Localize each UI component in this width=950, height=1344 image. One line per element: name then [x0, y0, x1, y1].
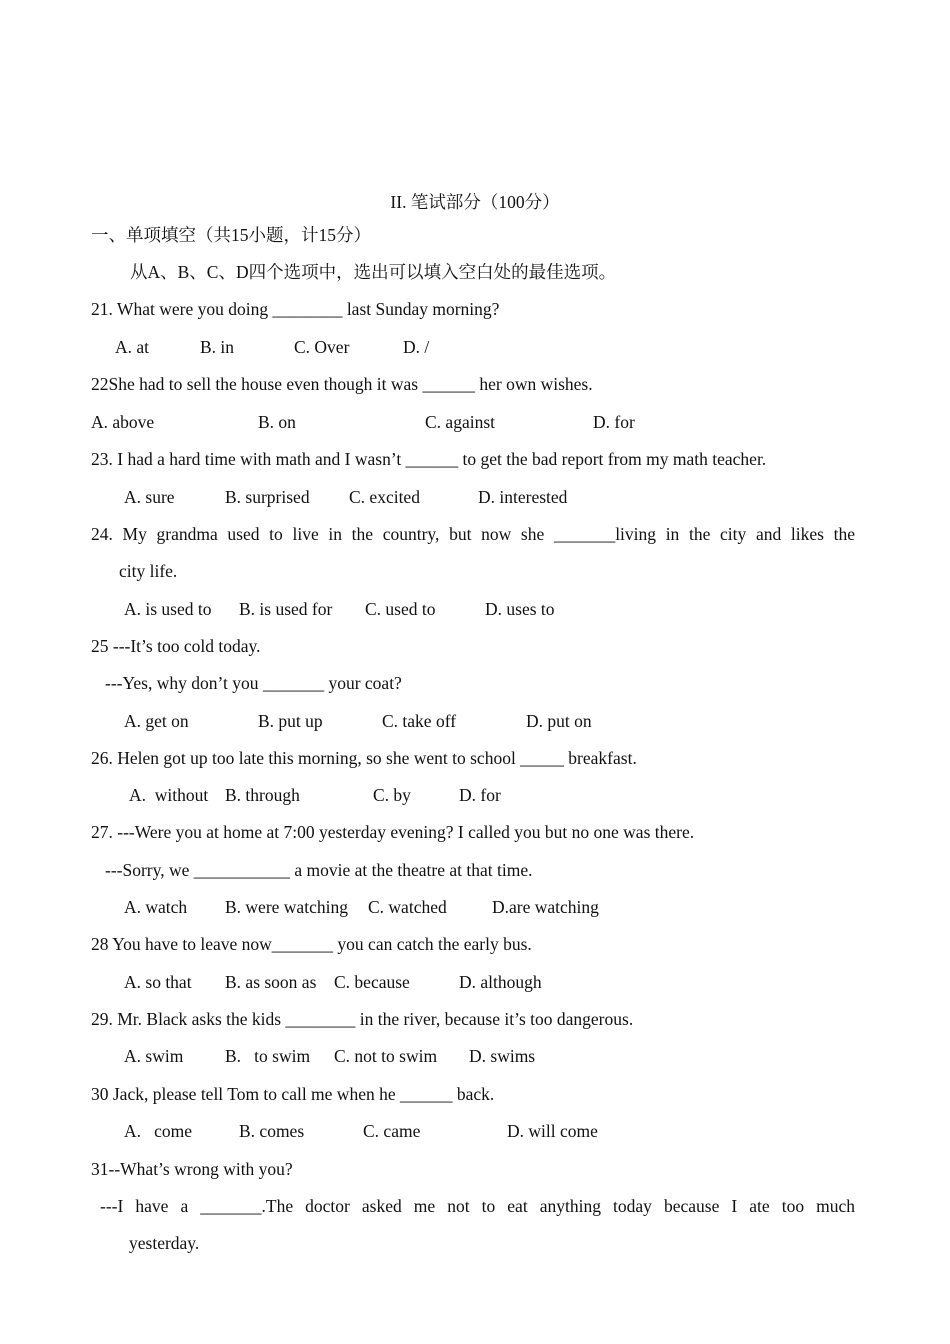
question-30-text: 30 Jack, please tell Tom to call me when he ______ back.: [91, 1084, 495, 1104]
q29-option-c: C. not to swim: [334, 1046, 438, 1066]
q27-option-c: C. watched: [368, 897, 447, 917]
q28-option-b: B. as soon as: [225, 972, 317, 992]
q29-option-a: A. swim: [124, 1046, 184, 1066]
question-26-text: 26. Helen got up too late this morning, so she went to school _____ breakfast.: [91, 748, 637, 768]
q23-option-b: B. surprised: [225, 487, 310, 507]
q22-option-a: A. above: [91, 412, 155, 432]
q29-option-d: D. swims: [469, 1046, 536, 1066]
question-31-reply-cont: yesterday.: [129, 1233, 200, 1253]
q23-option-d: D. interested: [478, 487, 568, 507]
question-23-text: 23. I had a hard time with math and I wasn’t ______ to get the bad report from my math teacher.: [91, 449, 767, 469]
q30-option-b: B. comes: [239, 1121, 305, 1141]
q26-option-c: C. by: [373, 785, 411, 805]
section-title: II. 笔试部分（100分）: [390, 192, 560, 212]
question-29-text: 29. Mr. Black asks the kids ________ in the river, because it’s too dangerous.: [91, 1009, 634, 1029]
q28-option-a: A. so that: [124, 972, 192, 992]
q22-option-d: D. for: [593, 412, 635, 432]
q26-option-d: D. for: [459, 785, 501, 805]
q21-option-b: B. in: [200, 337, 235, 357]
question-21-text: 21. What were you doing ________ last Sunday morning?: [91, 299, 500, 319]
question-28-text: 28 You have to leave now_______ you can catch the early bus.: [91, 934, 532, 954]
q23-option-c: C. excited: [349, 487, 420, 507]
q30-option-c: C. came: [363, 1121, 421, 1141]
q27-option-d: D.are watching: [492, 897, 599, 917]
q24-option-a: A. is used to: [124, 599, 212, 619]
q22-option-c: C. against: [425, 412, 495, 432]
question-27-text: 27. ---Were you at home at 7:00 yesterday evening? I called you but no one was there.: [91, 822, 695, 842]
question-31-text: 31--What’s wrong with you?: [91, 1159, 293, 1179]
q28-option-d: D. although: [459, 972, 542, 992]
question-24-text-cont: city life.: [119, 561, 178, 581]
question-22-text: 22She had to sell the house even though it was ______ her own wishes.: [91, 374, 593, 394]
q24-option-d: D. uses to: [485, 599, 555, 619]
q30-option-a: A. come: [124, 1121, 193, 1141]
instruction: 从A、B、C、D四个选项中，选出可以填入空白处的最佳选项。: [130, 262, 617, 282]
question-31-reply: ---I have a _______.The doctor asked me not to eat anything today because I ate too much: [100, 1196, 855, 1216]
q28-option-c: C. because: [334, 972, 410, 992]
q27-option-a: A. watch: [124, 897, 188, 917]
q30-option-d: D. will come: [507, 1121, 598, 1141]
q21-option-d: D. /: [403, 337, 430, 357]
question-27-reply: ---Sorry, we ___________ a movie at the theatre at that time.: [105, 860, 533, 880]
q25-option-a: A. get on: [124, 711, 189, 731]
q24-option-b: B. is used for: [239, 599, 333, 619]
q24-option-c: C. used to: [365, 599, 436, 619]
q27-option-b: B. were watching: [225, 897, 348, 917]
q26-option-b: B. through: [225, 785, 300, 805]
q29-option-b: B. to swim: [225, 1046, 311, 1066]
question-25-reply: ---Yes, why don’t you _______ your coat?: [105, 673, 402, 693]
q25-option-c: C. take off: [382, 711, 457, 731]
part-heading: 一、单项填空（共15小题，计15分）: [91, 225, 371, 245]
q23-option-a: A. sure: [124, 487, 175, 507]
q22-option-b: B. on: [258, 412, 296, 432]
q25-option-d: D. put on: [526, 711, 592, 731]
q26-option-a: A. without: [129, 785, 209, 805]
q25-option-b: B. put up: [258, 711, 323, 731]
question-24-text: 24. My grandma used to live in the country, but now she _______living in the city and likes the: [91, 524, 855, 544]
q21-option-a: A. at: [115, 337, 150, 357]
q21-option-c: C. Over: [294, 337, 350, 357]
question-25-text: 25 ---It’s too cold today.: [91, 636, 261, 656]
